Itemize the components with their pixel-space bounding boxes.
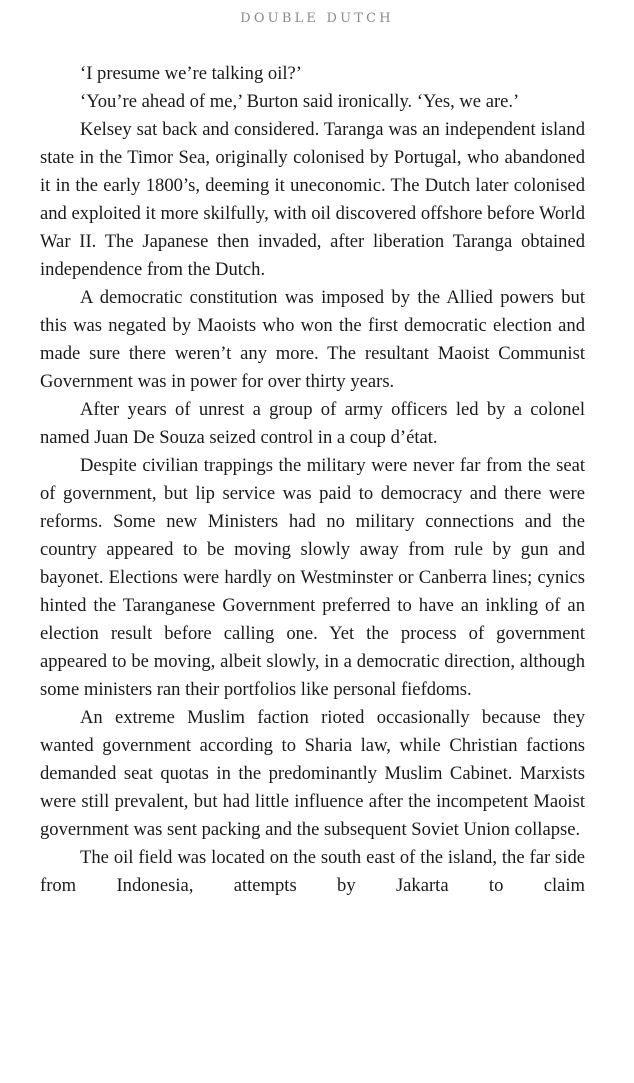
paragraph-8: The oil field was located on the south east of the island, the far side from Indonesia, attempts by Jakarta to claim <box>40 847 585 896</box>
running-header: DOUBLE DUTCH <box>240 11 394 26</box>
paragraph-5: After years of unrest a group of army officers led by a colonel named Juan De Souza seized control in a coup d’état. <box>40 399 585 448</box>
paragraph-3: Kelsey sat back and considered. Taranga was an independent island state in the Timor Sea, originally colonised by Portugal, who abandoned it in the early 1800’s, deeming it uneconomic. The Dutch later colonised and exploited it more skilfully, with oil discovered offshore before World War II. The Japanese then invaded, after liberation Taranga obtained independence from the Dutch. <box>40 119 585 280</box>
paragraph-6: Despite civilian trappings the military were never far from the seat of government, but lip service was paid to democracy and there were reforms. Some new Ministers had no military connections and the country appeared to be moving slowly away from rule by gun and bayonet. Elections were hardly on Westminster or Canberra lines; cynics hinted the Taranganese Government preferred to have an inkling of an election result before calling one. Yet the process of government appeared to be moving, albeit slowly, in a democratic direction, although some ministers ran their portfolios like personal fiefdoms. <box>40 455 585 700</box>
body-text <box>40 60 585 900</box>
paragraph-1: ‘I presume we’re talking oil?’ <box>80 63 302 84</box>
paragraph-2: ‘You’re ahead of me,’ Burton said ironically. ‘Yes, we are.’ <box>80 91 520 112</box>
paragraph-4: A democratic constitution was imposed by the Allied powers but this was negated by Maoists who won the first democratic election and made sure there weren’t any more. The resultant Maoist Communist Government was in power for over thirty years. <box>40 287 585 392</box>
paragraph-7: An extreme Muslim faction rioted occasionally because they wanted government according to Sharia law, while Christian factions demanded seat quotas in the predominantly Muslim Cabinet. Marxists were still prevalent, but had little influence after the incompetent Maoist government was sent packing and the subsequent Soviet Union collapse. <box>40 707 585 840</box>
